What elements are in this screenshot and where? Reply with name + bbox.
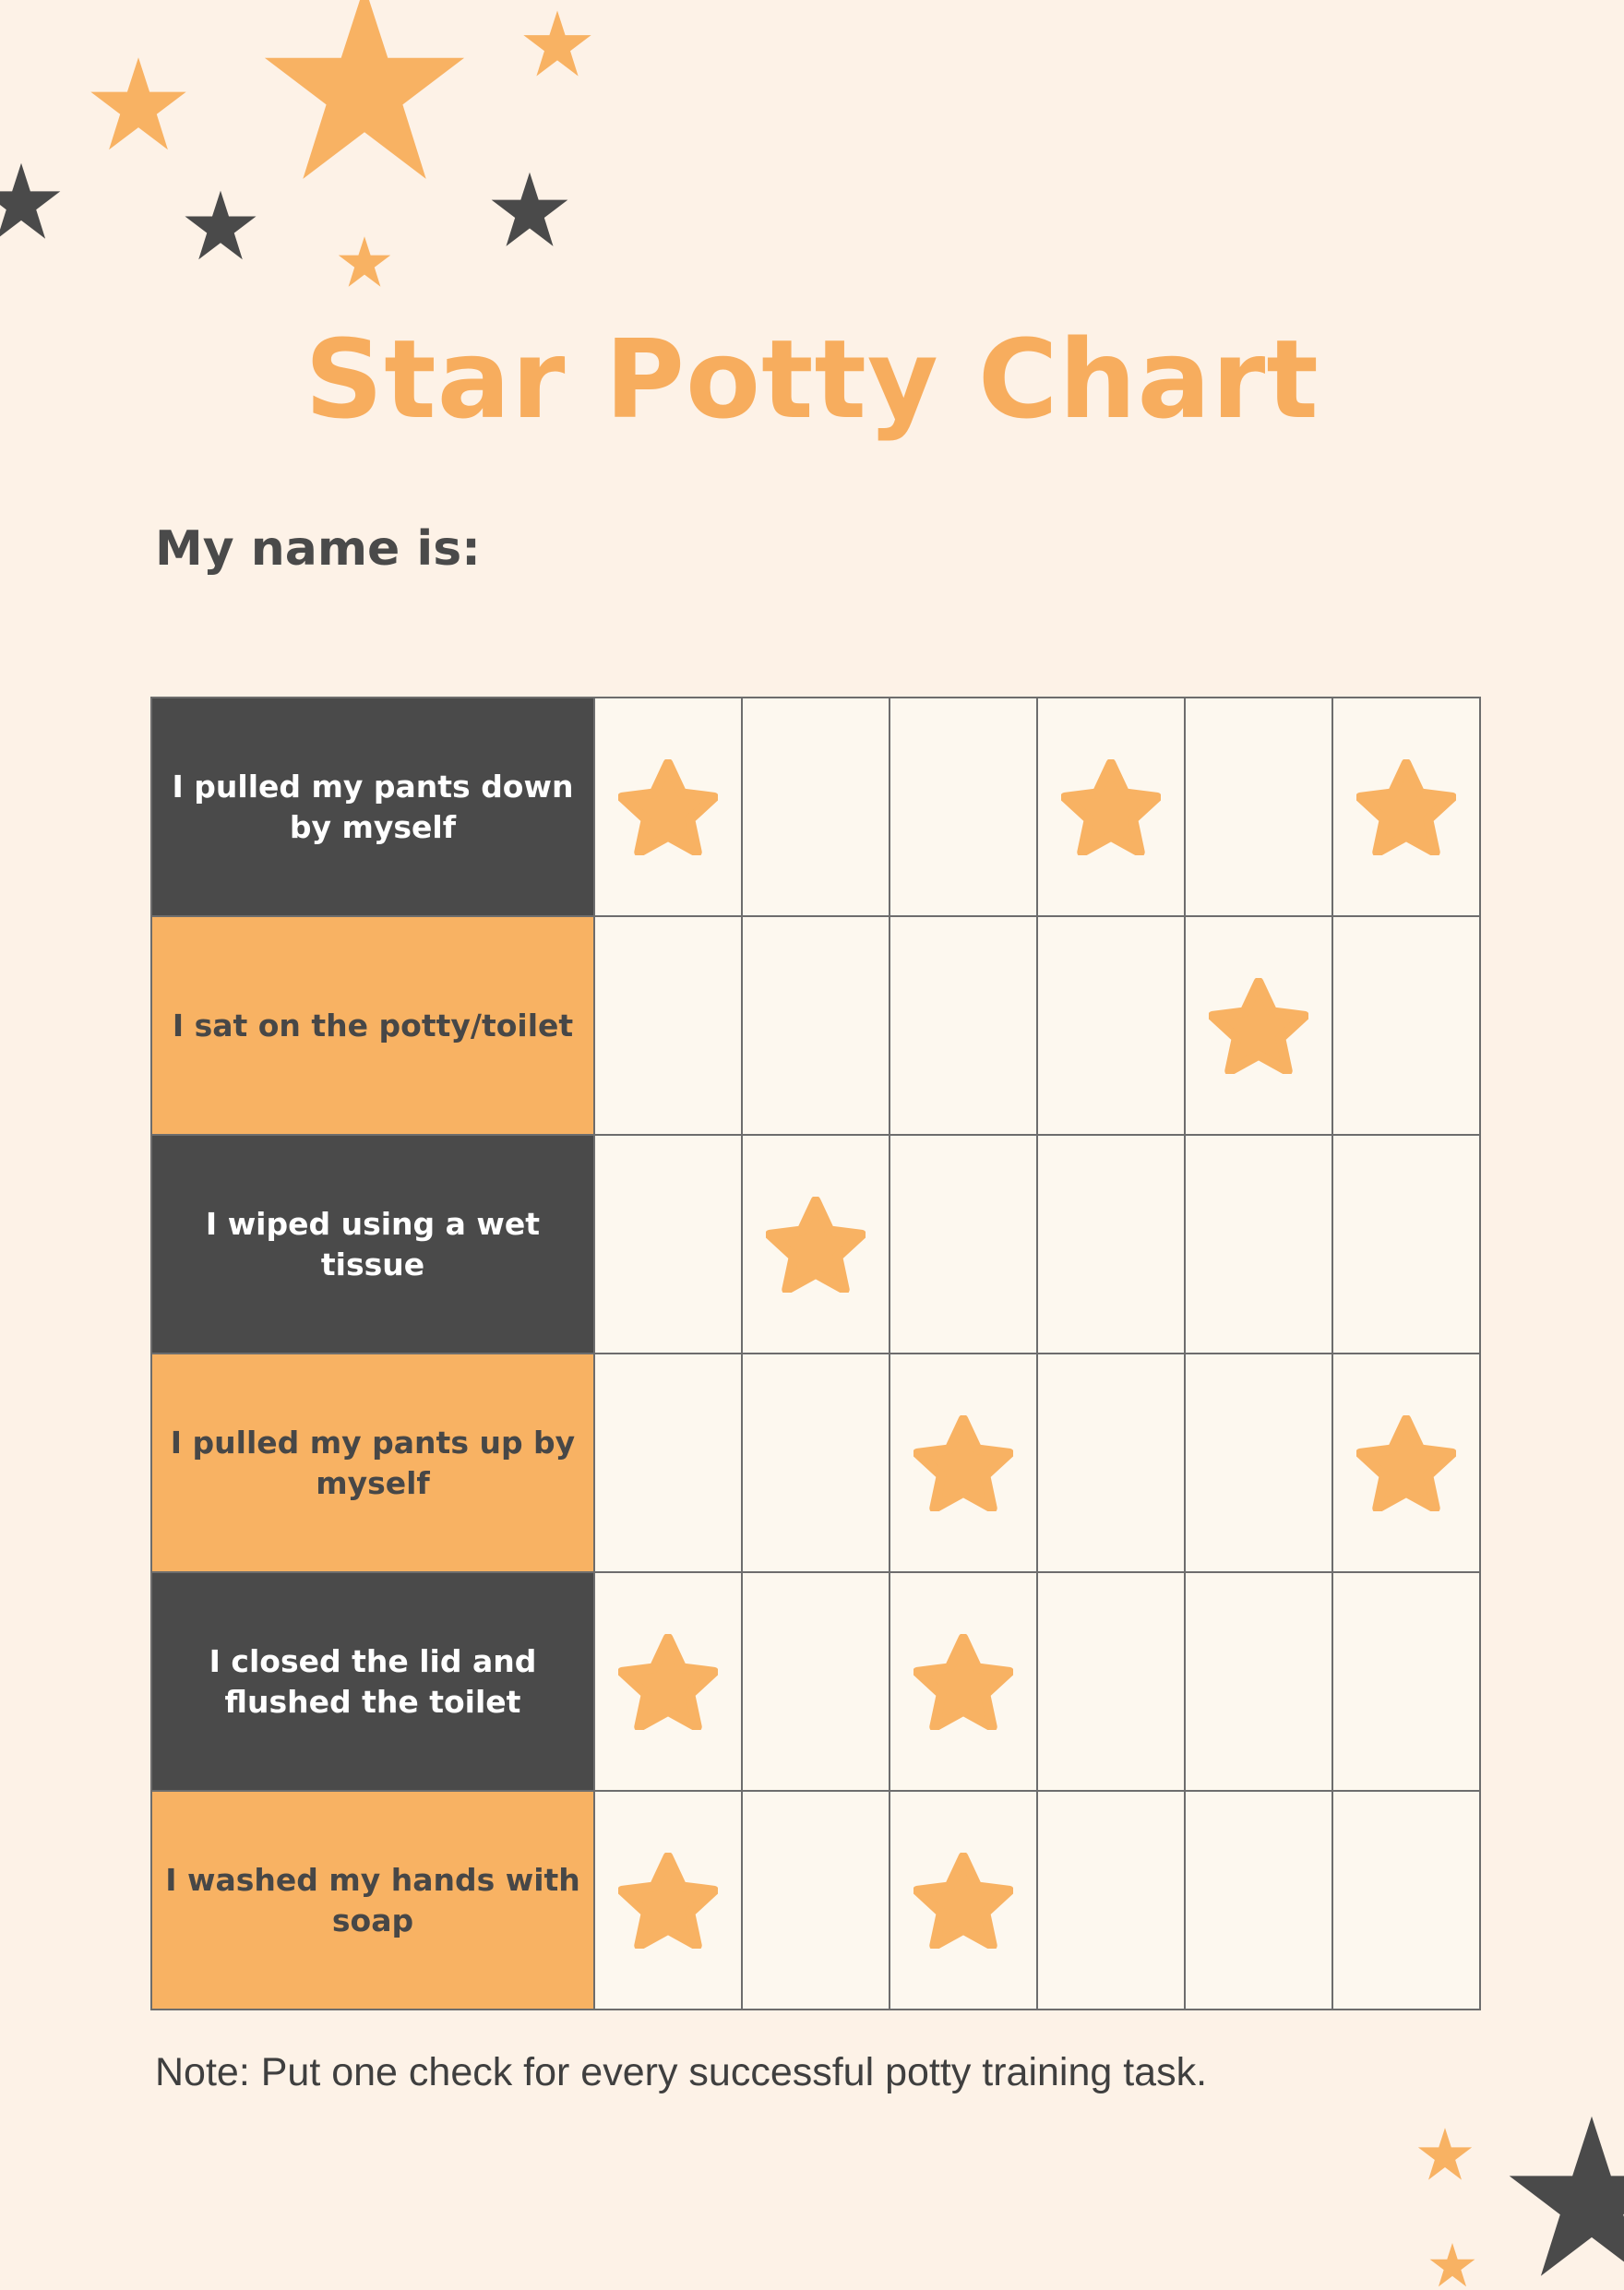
chart-cell-empty[interactable]: [1037, 1354, 1185, 1572]
chart-cell-empty[interactable]: [1185, 1572, 1332, 1791]
chart-cell-empty[interactable]: [1332, 1791, 1480, 2010]
chart-cell-starred[interactable]: [1037, 698, 1185, 916]
page-title: Star Potty Chart: [304, 316, 1320, 443]
task-label: I wiped using a wet tissue: [151, 1135, 594, 1354]
star-icon: [1356, 799, 1456, 815]
star-icon: [914, 1892, 1013, 1908]
chart-cell-starred[interactable]: [1185, 916, 1332, 1135]
table-row: [151, 1791, 1480, 2010]
chart-cell-empty[interactable]: [594, 916, 742, 1135]
chart-cell-empty[interactable]: [1185, 1354, 1332, 1572]
table-row: [151, 1572, 1480, 1791]
chart-cell-empty[interactable]: [1037, 1135, 1185, 1354]
table-row: [151, 916, 1480, 1135]
star-icon-orange-top-large: [258, 0, 471, 194]
table-row: [151, 1354, 1480, 1572]
chart-cell-empty[interactable]: [742, 1791, 890, 2010]
chart-cell-starred[interactable]: [890, 1354, 1037, 1572]
task-label: I sat on the potty/toilet: [151, 916, 594, 1135]
star-icon: [914, 1455, 1013, 1471]
star-icon-dark-bottom-right: [1504, 2113, 1624, 2288]
star-icon: [618, 1674, 718, 1689]
chart-cell-empty[interactable]: [1185, 1135, 1332, 1354]
chart-cell-empty[interactable]: [1332, 916, 1480, 1135]
table-row: [151, 698, 1480, 916]
potty-chart-table: [150, 697, 1481, 2010]
star-icon-dark-top-left: [0, 161, 63, 245]
chart-cell-starred[interactable]: [1332, 1354, 1480, 1572]
star-icon-orange-top-small: [521, 9, 593, 81]
chart-cell-empty[interactable]: [1037, 916, 1185, 1135]
chart-cell-empty[interactable]: [742, 1572, 890, 1791]
chart-cell-empty[interactable]: [890, 916, 1037, 1135]
star-icon-dark-top-mid: [183, 189, 258, 265]
chart-cell-empty[interactable]: [1037, 1791, 1185, 2010]
star-icon-orange-top-medium: [88, 55, 189, 157]
chart-cell-starred[interactable]: [1332, 698, 1480, 916]
chart-cell-empty[interactable]: [890, 698, 1037, 916]
chart-cell-empty[interactable]: [742, 916, 890, 1135]
chart-cell-empty[interactable]: [1037, 1572, 1185, 1791]
chart-cell-empty[interactable]: [594, 1135, 742, 1354]
chart-cell-starred[interactable]: [594, 1572, 742, 1791]
star-icon: [618, 1892, 718, 1908]
chart-cell-empty[interactable]: [1332, 1135, 1480, 1354]
chart-cell-empty[interactable]: [1332, 1572, 1480, 1791]
task-label: I washed my hands with soap: [151, 1791, 594, 2010]
star-icon: [1356, 1455, 1456, 1471]
star-icon-orange-bottom-small: [1416, 2127, 1474, 2184]
chart-cell-starred[interactable]: [742, 1135, 890, 1354]
chart-cell-empty[interactable]: [890, 1135, 1037, 1354]
task-label: I pulled my pants down by myself: [151, 698, 594, 916]
star-icon-dark-top-right: [489, 171, 570, 252]
chart-cell-starred[interactable]: [594, 698, 742, 916]
table-row: [151, 1135, 1480, 1354]
star-icon: [766, 1236, 866, 1252]
task-label: I closed the lid and flushed the toilet: [151, 1572, 594, 1791]
chart-cell-starred[interactable]: [594, 1791, 742, 2010]
chart-cell-starred[interactable]: [890, 1572, 1037, 1791]
chart-cell-empty[interactable]: [1185, 698, 1332, 916]
star-icon: [1061, 799, 1161, 815]
chart-cell-empty[interactable]: [742, 1354, 890, 1572]
star-icon: [914, 1674, 1013, 1689]
star-icon: [1209, 1018, 1308, 1033]
chart-cell-empty[interactable]: [594, 1354, 742, 1572]
name-label: My name is:: [155, 521, 481, 577]
star-icon-orange-bottom-tiny: [1428, 2242, 1476, 2290]
task-label: I pulled my pants up by myself: [151, 1354, 594, 1572]
chart-note: Note: Put one check for every successful potty training task.: [155, 2050, 1208, 2094]
chart-cell-empty[interactable]: [1185, 1791, 1332, 2010]
chart-cell-empty[interactable]: [742, 698, 890, 916]
star-icon: [618, 799, 718, 815]
star-icon-orange-top-tiny: [337, 235, 392, 291]
chart-cell-starred[interactable]: [890, 1791, 1037, 2010]
